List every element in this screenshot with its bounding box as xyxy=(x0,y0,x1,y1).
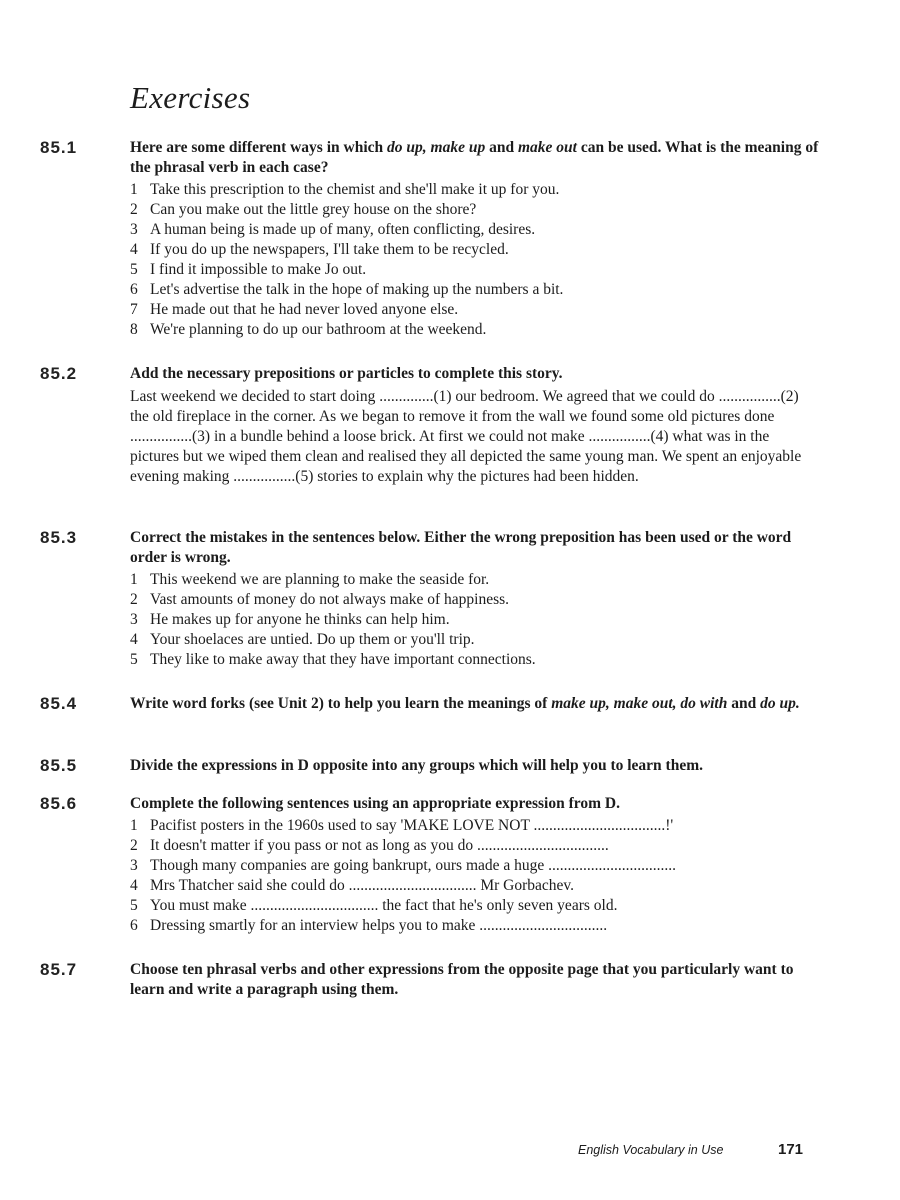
instruction-term: make out xyxy=(517,139,577,156)
item-number: 6 xyxy=(130,917,138,934)
instruction-text: Write word forks (see Unit 2) to help you learn the meanings of xyxy=(130,695,552,712)
item-number: 8 xyxy=(130,321,138,338)
sentence-list xyxy=(130,816,820,936)
list-item xyxy=(130,590,820,610)
exercise-number: 85.1 xyxy=(40,138,78,157)
exercise-number: 85.2 xyxy=(40,364,78,383)
instruction-term: make up, make out, do with xyxy=(551,695,728,712)
item-text: Your shoelaces are untied. Do up them or you'll trip. xyxy=(150,631,475,648)
list-item xyxy=(130,320,820,340)
list-item xyxy=(130,630,820,650)
instruction-text: Here are some different ways in which xyxy=(130,139,388,156)
item-number: 1 xyxy=(130,817,138,834)
exercise-instruction: Divide the expressions in D opposite into any groups which will help you to learn them. xyxy=(130,757,703,774)
item-text: Take this prescription to the chemist and she'll make it up for you. xyxy=(150,181,560,198)
list-item xyxy=(130,856,820,876)
item-text: This weekend we are planning to make the seaside for. xyxy=(150,571,490,588)
item-number: 5 xyxy=(130,261,138,278)
list-item xyxy=(130,650,820,670)
instruction-text: can be used. What is the meaning of the phrasal verb in each case? xyxy=(130,139,819,176)
item-number: 3 xyxy=(130,611,138,628)
item-text: Can you make out the little grey house on the shore? xyxy=(150,201,477,218)
item-text: I find it impossible to make Jo out. xyxy=(150,261,367,278)
item-number: 3 xyxy=(130,857,138,874)
item-number: 4 xyxy=(130,241,138,258)
list-item xyxy=(130,876,820,896)
list-item xyxy=(130,300,820,320)
exercise-number: 85.4 xyxy=(40,694,78,713)
item-number: 6 xyxy=(130,281,138,298)
item-number: 7 xyxy=(130,301,138,318)
list-item xyxy=(130,220,820,240)
exercise-number: 85.3 xyxy=(40,528,78,547)
sentence-list xyxy=(130,180,820,340)
list-item xyxy=(130,836,820,856)
list-item xyxy=(130,916,820,936)
list-item xyxy=(130,816,820,836)
exercise-number: 85.7 xyxy=(40,960,78,979)
item-text: It doesn't matter if you pass or not as long as you do .................................. xyxy=(150,837,609,854)
item-number: 5 xyxy=(130,651,138,668)
exercise-instruction: Complete the following sentences using an appropriate expression from D. xyxy=(130,795,620,812)
item-text: He makes up for anyone he thinks can help him. xyxy=(150,611,450,628)
exercise-instruction: Add the necessary prepositions or particles to complete this story. xyxy=(130,365,563,382)
item-text: Mrs Thatcher said she could do ................................. Mr Gorbachev. xyxy=(150,877,575,894)
list-item xyxy=(130,610,820,630)
item-text: They like to make away that they have important connections. xyxy=(150,651,536,668)
item-number: 4 xyxy=(130,877,138,894)
item-number: 5 xyxy=(130,897,138,914)
item-number: 1 xyxy=(130,571,138,588)
story-paragraph: Last weekend we decided to start doing ..............(1) our bedroom. We agreed that we could do ................(2) the old fireplace in the corner. As we began to remove it from the wall we found some old pictures done ................(3) in a bundle behind a loose brick. At first we could not make ................(4) what was in the pictures but we wiped them clean and realised they all depicted the same young man. We spent an enjoyable evening making ................(5) stories to explain why the pictures had been hidden. xyxy=(130,388,802,485)
item-text: A human being is made up of many, often conflicting, desires. xyxy=(150,221,536,238)
exercise-instruction: Correct the mistakes in the sentences below. Either the wrong preposition has been used or the word order is wrong. xyxy=(130,529,792,566)
exercise-instruction xyxy=(130,138,820,178)
item-text: If you do up the newspapers, I'll take them to be recycled. xyxy=(150,241,509,258)
footer-book-title: English Vocabulary in Use xyxy=(578,1143,724,1157)
item-number: 2 xyxy=(130,837,138,854)
exercise-number: 85.5 xyxy=(40,756,78,775)
sentence-list xyxy=(130,570,820,670)
item-number: 2 xyxy=(130,591,138,608)
item-number: 4 xyxy=(130,631,138,648)
list-item xyxy=(130,896,820,916)
item-text: Though many companies are going bankrupt, ours made a huge ................................. xyxy=(150,857,677,874)
page-title: Exercises xyxy=(130,80,251,115)
list-item xyxy=(130,260,820,280)
item-text: Vast amounts of money do not always make of happiness. xyxy=(150,591,510,608)
instruction-term: do up, make up xyxy=(387,139,486,156)
item-text: We're planning to do up our bathroom at the weekend. xyxy=(150,321,487,338)
instruction-term: do up. xyxy=(760,695,800,712)
list-item xyxy=(130,280,820,300)
item-text: Dressing smartly for an interview helps you to make ................................. xyxy=(150,917,608,934)
item-number: 1 xyxy=(130,181,138,198)
exercise-instruction xyxy=(130,694,820,714)
instruction-text: and xyxy=(485,139,518,156)
item-number: 2 xyxy=(130,201,138,218)
item-number: 3 xyxy=(130,221,138,238)
instruction-text: and xyxy=(727,695,761,712)
exercise-number: 85.6 xyxy=(40,794,78,813)
exercise-instruction: Choose ten phrasal verbs and other expressions from the opposite page that you particularly want to learn and write a paragraph using them. xyxy=(130,961,794,998)
item-text: He made out that he had never loved anyone else. xyxy=(150,301,459,318)
list-item xyxy=(130,570,820,590)
list-item xyxy=(130,200,820,220)
item-text: Let's advertise the talk in the hope of making up the numbers a bit. xyxy=(150,281,564,298)
list-item xyxy=(130,180,820,200)
list-item xyxy=(130,240,820,260)
footer-page-number: 171 xyxy=(778,1141,804,1158)
item-text: Pacifist posters in the 1960s used to say 'MAKE LOVE NOT ..................................!' xyxy=(150,817,674,834)
item-text: You must make ................................. the fact that he's only seven years old. xyxy=(150,897,618,914)
